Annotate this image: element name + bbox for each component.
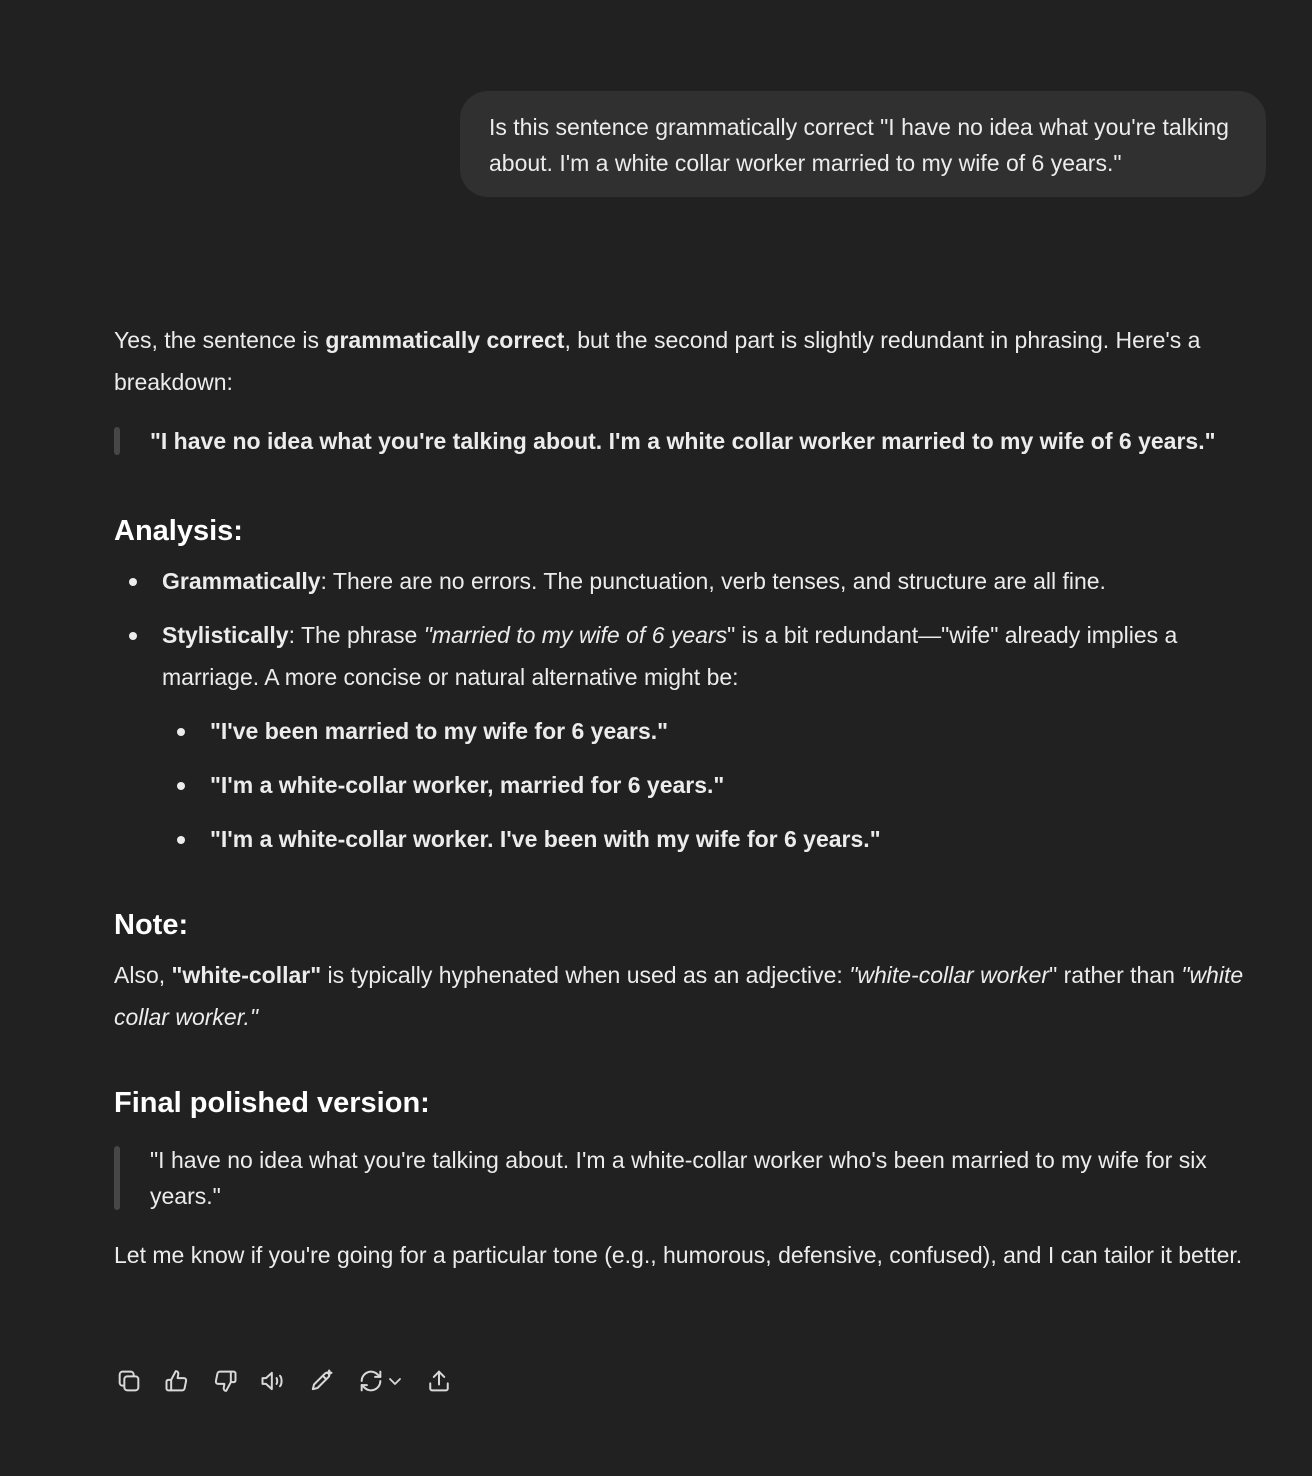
- intro-paragraph: [114, 319, 1264, 403]
- note-paragraph: [114, 954, 1264, 1038]
- user-message-bubble: [460, 91, 1266, 197]
- note-italic: "white collar worker.": [114, 962, 1244, 1030]
- regenerate-button[interactable]: [354, 1366, 406, 1396]
- thumbs-up-icon: [163, 1367, 191, 1395]
- note-heading: Note:: [114, 909, 189, 941]
- item-italic: "married to my wife of 6 years: [423, 622, 728, 648]
- user-message-text: Is this sentence grammatically correct "I have no idea what you're talking about. I'm a white collar worker married to my wife of 6 years.": [489, 114, 1229, 176]
- intro-bold: grammatically correct: [325, 327, 565, 353]
- share-icon: [425, 1367, 453, 1395]
- closing-paragraph: Let me know if you're going for a particular tone (e.g., humorous, defensive, confused), and I can tailor it better.: [114, 1242, 1243, 1268]
- chevron-down-icon: [387, 1373, 403, 1389]
- list-item: [114, 614, 1264, 860]
- read-aloud-icon: [259, 1367, 287, 1395]
- original-sentence-quote: "I have no idea what you're talking about. I'm a white collar worker married to my wife of 6 years.": [114, 423, 1264, 459]
- final-version-quote: "I have no idea what you're talking about. I'm a white-collar worker who's been married to my wife for six years.": [114, 1142, 1264, 1214]
- intro-text-2: , but the second part is slightly redundant in phrasing. Here's a breakdown:: [114, 327, 1201, 395]
- regenerate-icon: [357, 1367, 385, 1395]
- note-italic: "white-collar worker: [849, 962, 1050, 988]
- item-text: " is a bit redundant—"wife" already implies a marriage. A more concise or natural alternative might be:: [162, 622, 1178, 690]
- copy-button[interactable]: [114, 1366, 144, 1396]
- analysis-heading: Analysis:: [114, 515, 243, 547]
- item-text: : There are no errors. The punctuation, verb tenses, and structure are all fine.: [320, 568, 1106, 594]
- edit-in-canvas-button[interactable]: [306, 1366, 336, 1396]
- note-bold: "white-collar": [171, 962, 322, 988]
- list-item: "I've been married to my wife for 6 years.": [162, 710, 1264, 752]
- message-actions-bar: [114, 1364, 472, 1398]
- list-item: "I'm a white-collar worker. I've been with my wife for 6 years.": [162, 818, 1264, 860]
- list-item: [114, 560, 1264, 602]
- alternatives-list: [162, 710, 1264, 860]
- list-item: "I'm a white-collar worker, married for 6 years.": [162, 764, 1264, 806]
- bad-response-button[interactable]: [210, 1366, 240, 1396]
- final-version-heading: Final polished version:: [114, 1087, 430, 1119]
- share-button[interactable]: [424, 1366, 454, 1396]
- copy-icon: [115, 1367, 143, 1395]
- item-text: : The phrase: [288, 622, 424, 648]
- assistant-message: [114, 319, 1264, 1276]
- good-response-button[interactable]: [162, 1366, 192, 1396]
- analysis-list: [114, 560, 1264, 860]
- note-text: " rather than: [1049, 962, 1182, 988]
- item-label: Grammatically: [162, 568, 321, 594]
- edit-icon: [307, 1367, 335, 1395]
- note-text: Also,: [114, 962, 172, 988]
- intro-text-1: Yes, the sentence is: [114, 327, 326, 353]
- note-text: is typically hyphenated when used as an adjective:: [321, 962, 850, 988]
- thumbs-down-icon: [211, 1367, 239, 1395]
- item-label: Stylistically: [162, 622, 289, 648]
- read-aloud-button[interactable]: [258, 1366, 288, 1396]
